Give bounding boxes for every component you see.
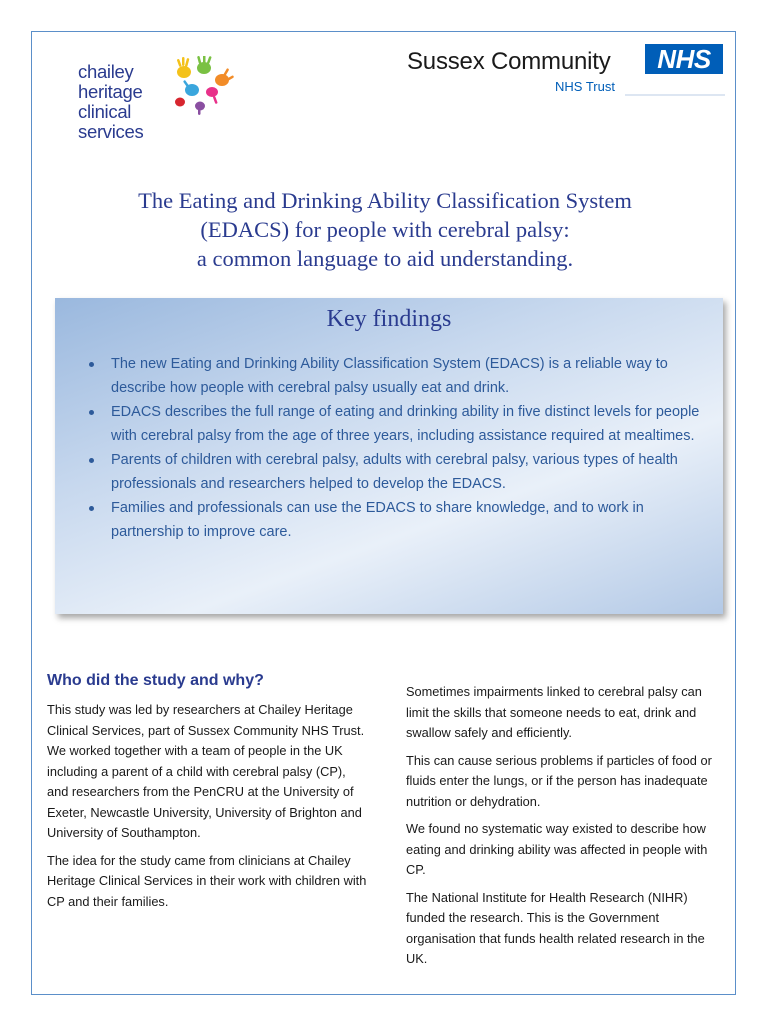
list-item bbox=[85, 448, 715, 496]
list-item bbox=[85, 352, 715, 400]
chailey-line: heritage bbox=[78, 81, 143, 102]
logo-divider bbox=[625, 94, 725, 96]
bullet-icon bbox=[89, 506, 94, 511]
trust-name: Sussex Community bbox=[407, 48, 611, 75]
chailey-line: chailey bbox=[78, 61, 134, 82]
finding-text: EDACS describes the full range of eating and drinking ability in five distinct levels for people with cerebral palsy from the age of three years, including assistance required at mealtimes. bbox=[111, 404, 700, 444]
nhs-trust-logo bbox=[407, 44, 727, 98]
paragraph: The idea for the study came from clinicians at Chailey Heritage Clinical Services in their work with children with CP and their families. bbox=[47, 852, 367, 909]
paragraph: The National Institute for Health Research (NIHR) funded the research. This is the Government organisation that funds health related research in the UK. bbox=[406, 889, 705, 966]
paragraph: This can cause serious problems if particles of food or fluids enter the lungs, or if the person has inadequate nutrition or dehydration. bbox=[406, 752, 712, 809]
list-item bbox=[85, 496, 715, 544]
colorful-hands-icon bbox=[170, 56, 240, 116]
list-item bbox=[85, 400, 715, 448]
title-line: a common language to aid understanding. bbox=[196, 246, 574, 271]
bullet-icon bbox=[89, 362, 94, 367]
paragraph: Sometimes impairments linked to cerebral palsy can limit the skills that someone needs to eat, drink and swallow safely and efficiently. bbox=[406, 684, 702, 740]
document-title bbox=[40, 186, 730, 273]
chailey-logo bbox=[78, 62, 228, 152]
right-column bbox=[406, 682, 728, 977]
chailey-line: clinical bbox=[78, 101, 132, 122]
nhs-badge: NHS bbox=[645, 44, 723, 74]
section-heading: Who did the study and why? bbox=[47, 672, 264, 689]
paragraph: We found no systematic way existed to describe how eating and drinking ability was affected in people with CP. bbox=[406, 821, 708, 877]
title-line: (EDACS) for people with cerebral palsy: bbox=[200, 217, 570, 242]
key-findings-heading: Key findings bbox=[326, 306, 452, 332]
nhs-trust-label: NHS Trust bbox=[555, 79, 615, 94]
finding-text: Families and professionals can use the EDACS to share knowledge, and to work in partnership to improve care. bbox=[111, 500, 644, 540]
chailey-line: services bbox=[78, 121, 144, 142]
finding-text: Parents of children with cerebral palsy, adults with cerebral palsy, various types of health professionals and researchers helped to develop the EDACS. bbox=[111, 452, 678, 492]
title-line: The Eating and Drinking Ability Classification System bbox=[138, 188, 632, 213]
bullet-icon bbox=[89, 410, 94, 415]
key-findings-panel bbox=[55, 298, 723, 614]
bullet-icon bbox=[89, 458, 94, 463]
paragraph: This study was led by researchers at Chailey Heritage Clinical Services, part of Sussex Community NHS Trust. We worked together with a team of people in the UK including a parent of a child with cerebral palsy (CP), and researchers from the PenCRU at the University of Exeter, Newcastle University, University of Brighton and University of Southampton. bbox=[47, 702, 365, 840]
left-column bbox=[47, 670, 369, 919]
finding-text: The new Eating and Drinking Ability Classification System (EDACS) is a reliable way to describe how people with cerebral palsy usually eat and drink. bbox=[111, 356, 668, 396]
key-findings-list bbox=[85, 352, 715, 544]
